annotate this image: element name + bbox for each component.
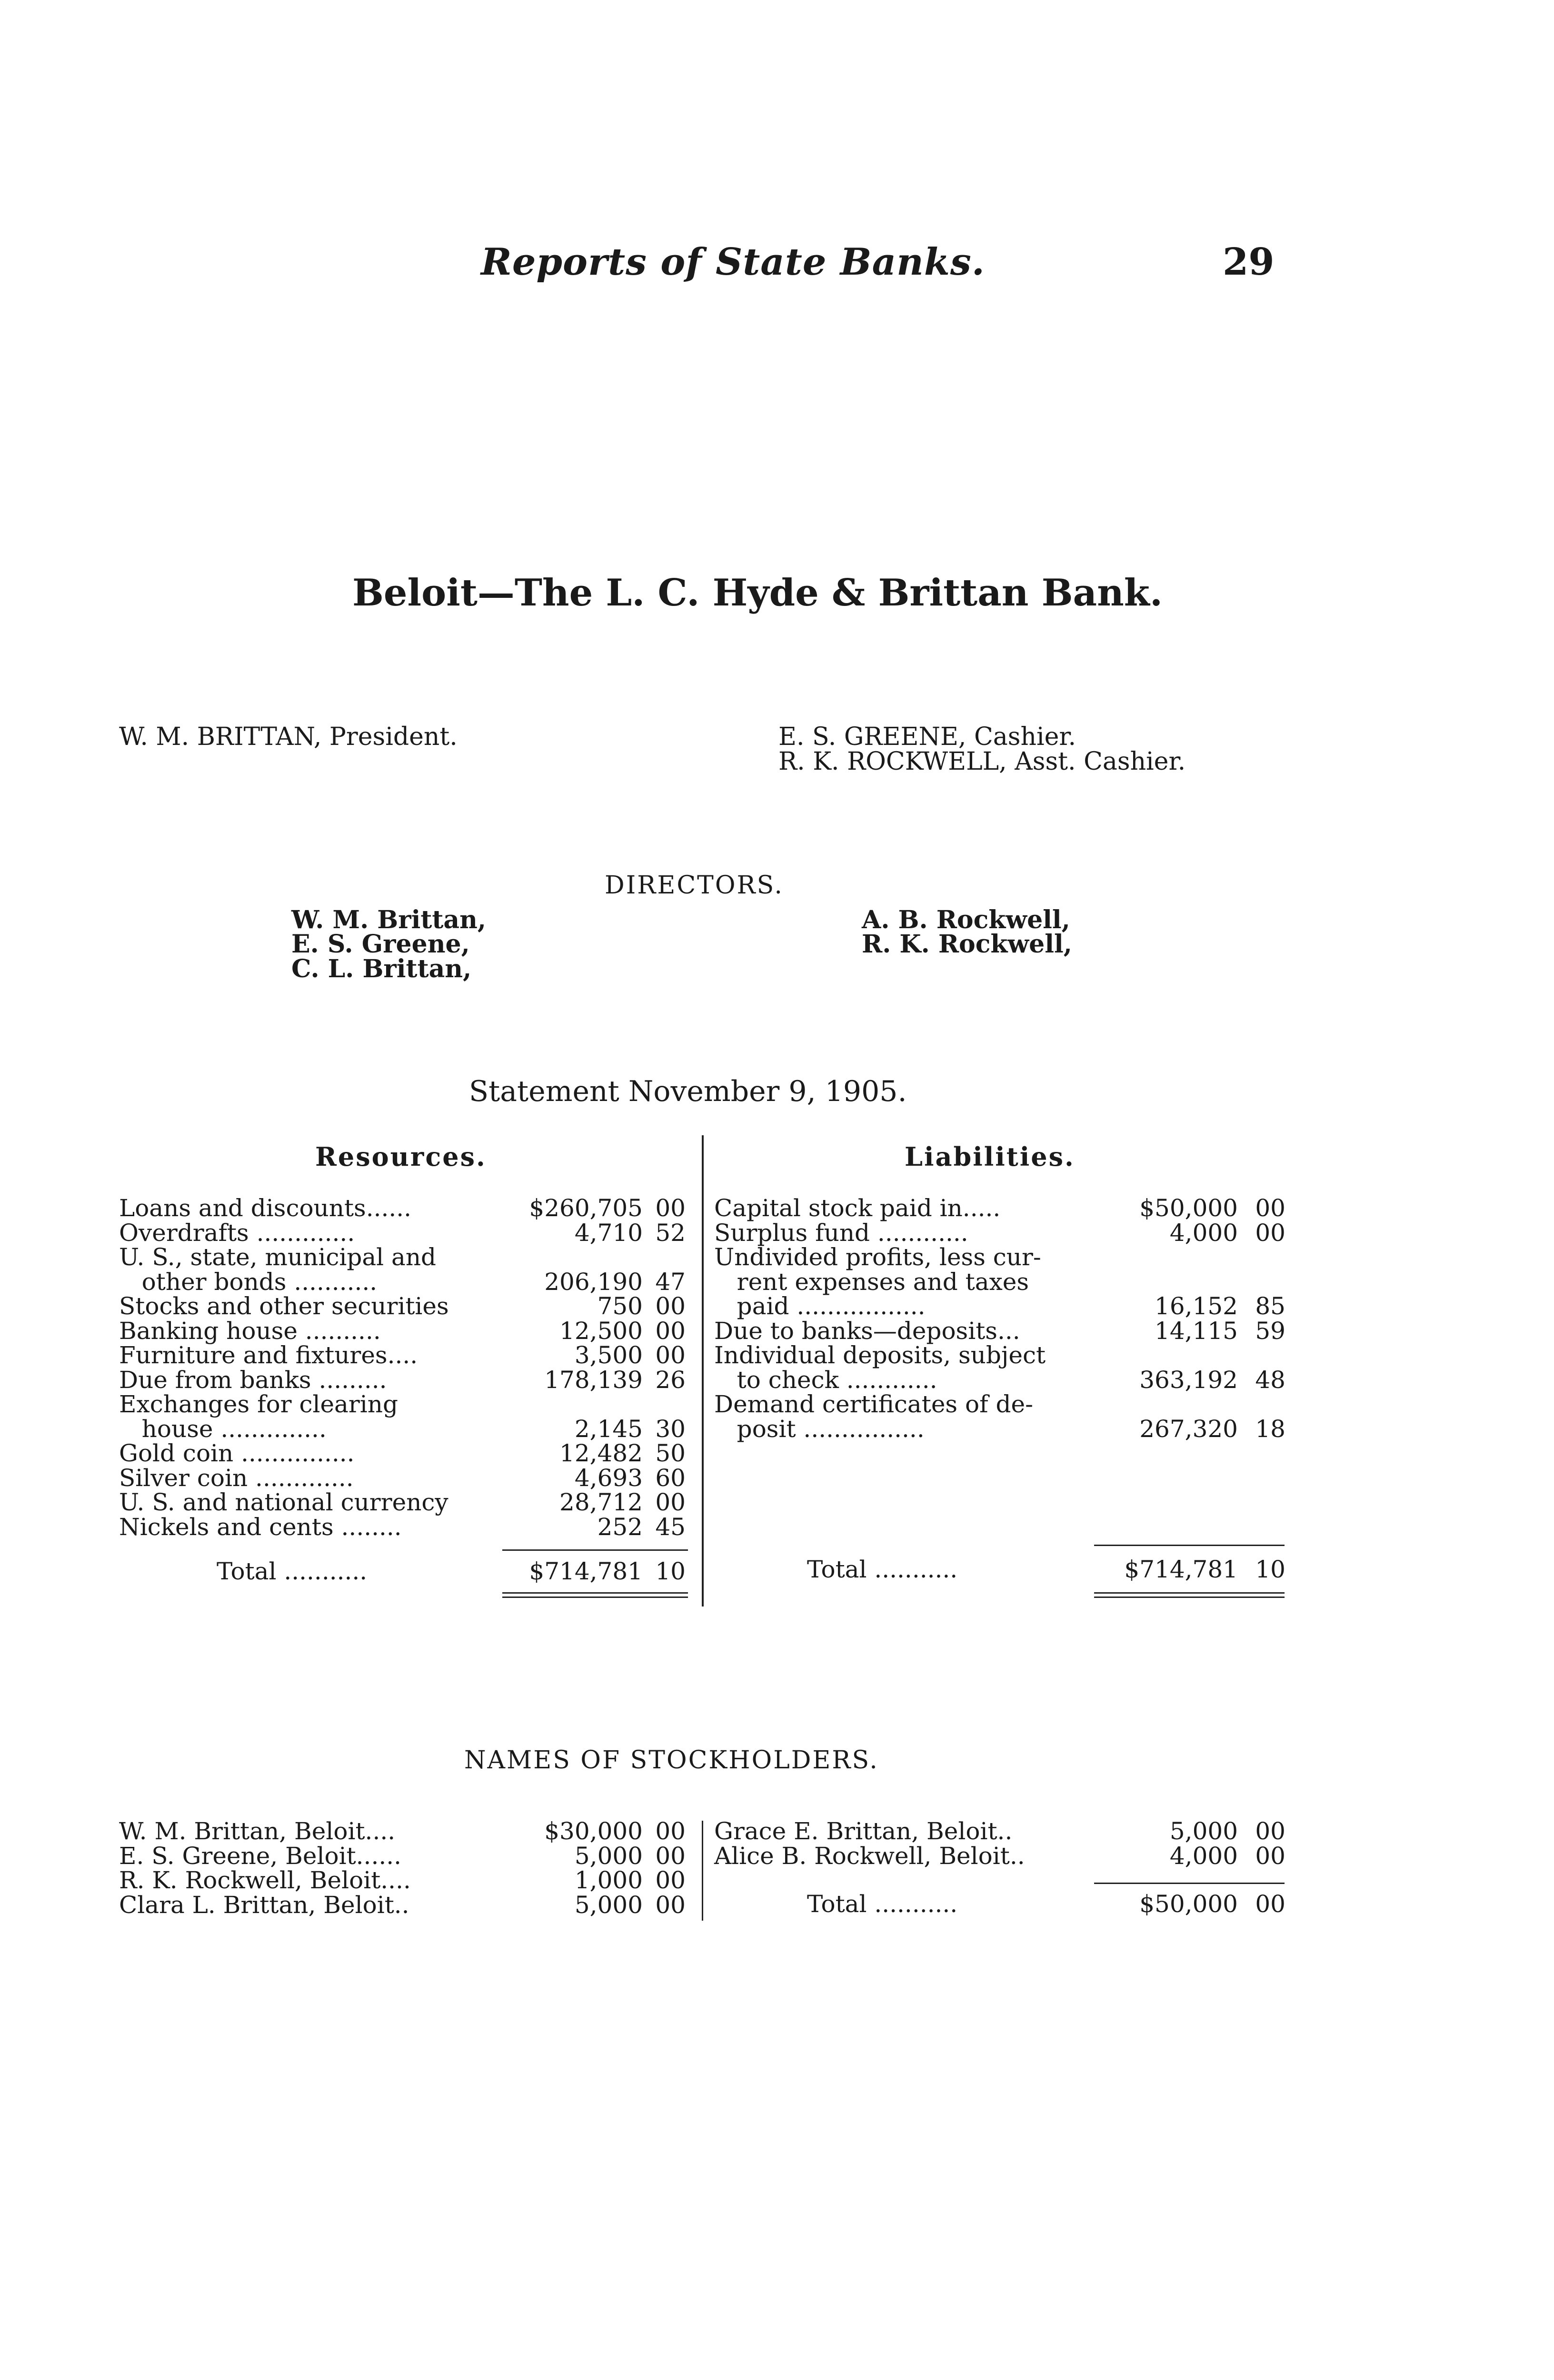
ledger-row: house .............. 2,145 30	[119, 1415, 686, 1443]
ledger-row: Demand certificates of de-	[714, 1390, 1033, 1418]
resources-heading: Resources.	[315, 1141, 487, 1172]
resources-double-rule	[502, 1592, 688, 1598]
total-row: Total ........... $714,781 10	[807, 1556, 1285, 1583]
stockholders-heading: NAMES OF STOCKHOLDERS.	[464, 1746, 879, 1775]
bank-title: Beloit—The L. C. Hyde & Brittan Bank.	[352, 571, 1163, 615]
ledger-row: paid ................. 16,152 85	[714, 1292, 1285, 1320]
ledger-row: other bonds ........... 206,190 47	[119, 1268, 686, 1296]
ledger-row: Overdrafts ............. 4,710 52	[119, 1219, 686, 1247]
director-left-2: E. S. Greene,	[291, 930, 470, 959]
ledger-row: U. S., state, municipal and	[119, 1243, 437, 1271]
ledger-row: Stocks and other securities 750 00	[119, 1292, 686, 1320]
ledger-row: Undivided profits, less cur-	[714, 1243, 1041, 1271]
stockholder-row: Grace E. Brittan, Beloit.. 5,000 00	[714, 1817, 1285, 1845]
stockholders-total	[714, 1892, 1290, 1917]
statement-title: Statement November 9, 1905.	[469, 1075, 907, 1108]
asst-cashier: R. K. ROCKWELL, Asst. Cashier.	[778, 747, 1186, 776]
ledger-row: Individual deposits, subject	[714, 1341, 1046, 1369]
total-row: Total ........... $714,781 10	[217, 1557, 686, 1585]
ledger-row: Gold coin ............... 12,482 50	[119, 1439, 686, 1467]
stockholder-row: R. K. Rockwell, Beloit.... 1,000 00	[119, 1866, 686, 1894]
ledger-row: Capital stock paid in..... $50,000 00	[714, 1194, 1285, 1222]
resources-total	[119, 1559, 688, 1584]
ledger-row: rent expenses and taxes	[714, 1268, 1029, 1296]
ledger-row: Loans and discounts...... $260,705 00	[119, 1194, 686, 1222]
ledger-row: U. S. and national currency 28,712 00	[119, 1488, 686, 1516]
cashier: E. S. GREENE, Cashier.	[778, 723, 1076, 751]
stockholders-total-rule	[1094, 1883, 1285, 1884]
stockholders-divider	[702, 1821, 703, 1921]
ledger-row: Furniture and fixtures.... 3,500 00	[119, 1341, 686, 1369]
liabilities-heading: Liabilities.	[905, 1141, 1075, 1172]
running-header-title: Reports of State Banks.	[481, 240, 985, 284]
ledger-row: posit ................ 267,320 18	[714, 1415, 1285, 1443]
stockholders-left	[119, 1819, 688, 1917]
ledger-row: Banking house .......... 12,500 00	[119, 1317, 686, 1345]
ledger-row: Exchanges for clearing	[119, 1390, 398, 1418]
liabilities-ledger	[714, 1196, 1290, 1441]
liabilities-double-rule	[1094, 1592, 1285, 1598]
director-right-2: R. K. Rockwell,	[862, 930, 1072, 959]
resources-total-rule	[502, 1549, 688, 1551]
ledger-row: to check ............ 363,192 48	[714, 1366, 1285, 1394]
ledger-row: Silver coin ............. 4,693 60	[119, 1464, 686, 1492]
stockholder-row: E. S. Greene, Beloit...... 5,000 00	[119, 1842, 686, 1870]
ledger-row: Due from banks ......... 178,139 26	[119, 1366, 686, 1394]
stockholder-row: Clara L. Brittan, Beloit.. 5,000 00	[119, 1891, 686, 1919]
liabilities-total	[714, 1557, 1290, 1582]
resources-ledger	[119, 1196, 688, 1539]
ledger-row: Surplus fund ............ 4,000 00	[714, 1219, 1285, 1247]
column-divider	[702, 1135, 704, 1606]
total-row: Total ........... $50,000 00	[807, 1890, 1285, 1918]
stockholder-row: W. M. Brittan, Beloit.... $30,000 00	[119, 1817, 686, 1845]
director-left-3: C. L. Brittan,	[291, 954, 472, 983]
ledger-row: Due to banks—deposits... 14,115 59	[714, 1317, 1285, 1345]
page-number: 29	[1223, 240, 1275, 284]
liabilities-total-rule	[1094, 1545, 1285, 1546]
president: W. M. BRITTAN, President.	[119, 723, 458, 751]
director-left-1: W. M. Brittan,	[291, 905, 487, 934]
director-right-1: A. B. Rockwell,	[862, 905, 1070, 934]
ledger-row: Nickels and cents ........ 252 45	[119, 1513, 686, 1541]
stockholder-row: Alice B. Rockwell, Beloit.. 4,000 00	[714, 1842, 1285, 1870]
stockholders-right	[714, 1819, 1290, 1868]
directors-heading: DIRECTORS.	[605, 871, 784, 900]
